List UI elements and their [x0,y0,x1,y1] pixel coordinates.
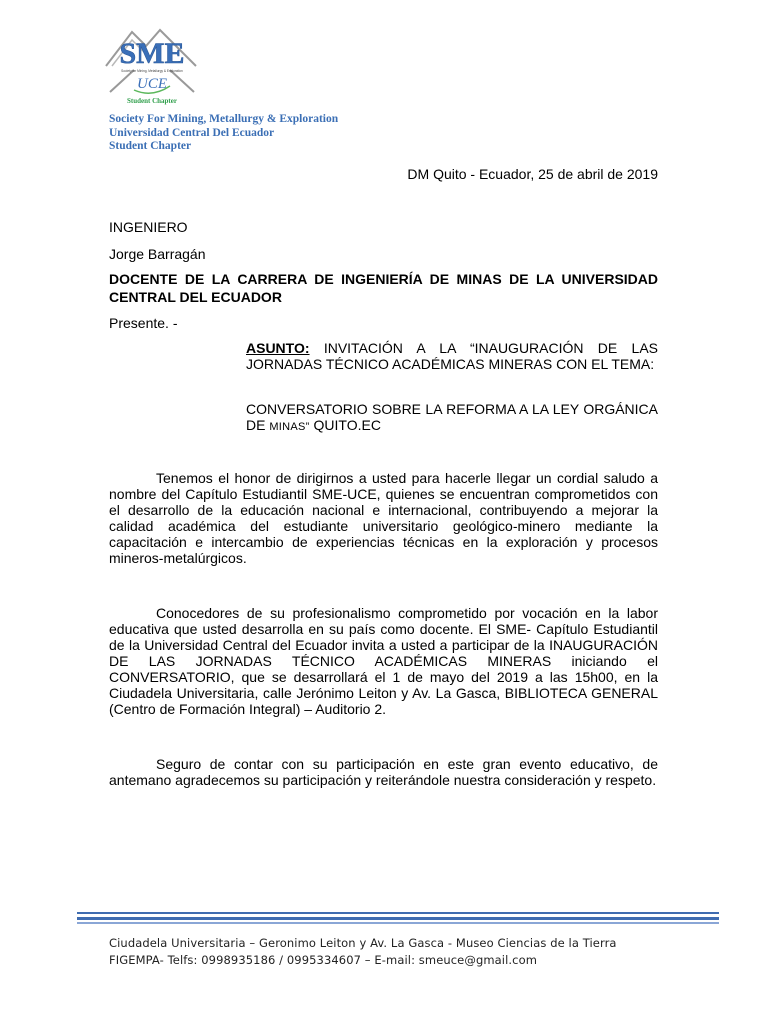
salutation: Presente. - [109,315,178,331]
footer-contact: FIGEMPA- Telfs: 0998935186 / 0995334607 – E-mail: smeuce@gmail.com [109,953,538,967]
logo-chapter: Student Chapter [127,97,177,105]
footer-rule-bottom [77,922,719,924]
subject-label: ASUNTO: [246,340,310,356]
sme-logo-graphic [104,26,200,108]
subject-block [246,340,658,372]
logo-acronym: SME [119,37,185,70]
recipient-position: DOCENTE DE LA CARRERA DE INGENIERÍA DE MINAS DE LA UNIVERSIDAD CENTRAL DEL ECUADOR [109,271,658,305]
subject-text-2-small: MINAS” [269,421,310,433]
org-line-2: Universidad Central Del Ecuador [109,126,275,139]
footer-rule-top [77,912,719,914]
footer-address: Ciudadela Universitaria – Geronimo Leiton y Av. La Gasca - Museo Ciencias de la Tierra [109,936,617,950]
letter-date: DM Quito - Ecuador, 25 de abril de 2019 [407,166,658,182]
org-line-3: Student Chapter [109,140,192,152]
subject-text-2: CONVERSATORIO SOBRE LA REFORMA A LA LEY ORGÁNICA DE [246,401,658,433]
subject-text-1: INVITACIÓN A LA “INAUGURACIÓN DE LAS JORNADAS TÉCNICO ACADÉMICAS MINERAS CON EL TEMA: [246,340,658,372]
org-line-1: Society For Mining, Metallurgy & Exploration [109,113,339,125]
paragraph-2: Conocedores de su profesionalismo comprometido por vocación en la labor educativa que usted desarrolla en su país como docente. El SME- Capítulo Estudiantil de la Universidad Central del Ecuador invita a usted a participar de la INAUGURACIÓN DE LAS JORNADAS TÉCNICO ACADÉMICAS MINERAS iniciando el CONVERSATORIO, que se desarrollará el 1 de mayo del 2019 a las 15h00, en la Ciudadela Universitaria, calle Jerónimo Leiton y Av. La Gasca, BIBLIOTECA GENERAL (Centro de Formación Integral) – Auditorio 2. [109,605,658,717]
footer-rule-main [77,917,719,920]
org-header [109,113,338,154]
subject-topic [246,401,658,435]
paragraph-1: Tenemos el honor de dirigirnos a usted para hacerle llegar un cordial saludo a nombre del Capítulo Estudiantil SME-UCE, quienes se encuentran comprometidos con el desarrollo de la educación nacional e internacional, contribuyendo a mejorar la calidad académica del estudiante universitario geológico-minero mediante la capacitación e intercambio de experiencias técnicas en la exploración y procesos mineros-metalúrgicos. [109,470,658,566]
recipient-name: Jorge Barragán [109,246,206,262]
paragraph-3: Seguro de contar con su participación en este gran evento educativo, de antemano agradecemos su participación y reiterándole nuestra consideración y respeto. [109,756,658,788]
logo-subtitle: Society for Mining, Metallurgy & Exploration [121,69,183,73]
subject-text-2-post: QUITO.EC [309,417,381,433]
recipient-title: INGENIERO [109,219,188,235]
logo-uce: UCE [137,76,167,92]
sme-logo [104,26,200,108]
